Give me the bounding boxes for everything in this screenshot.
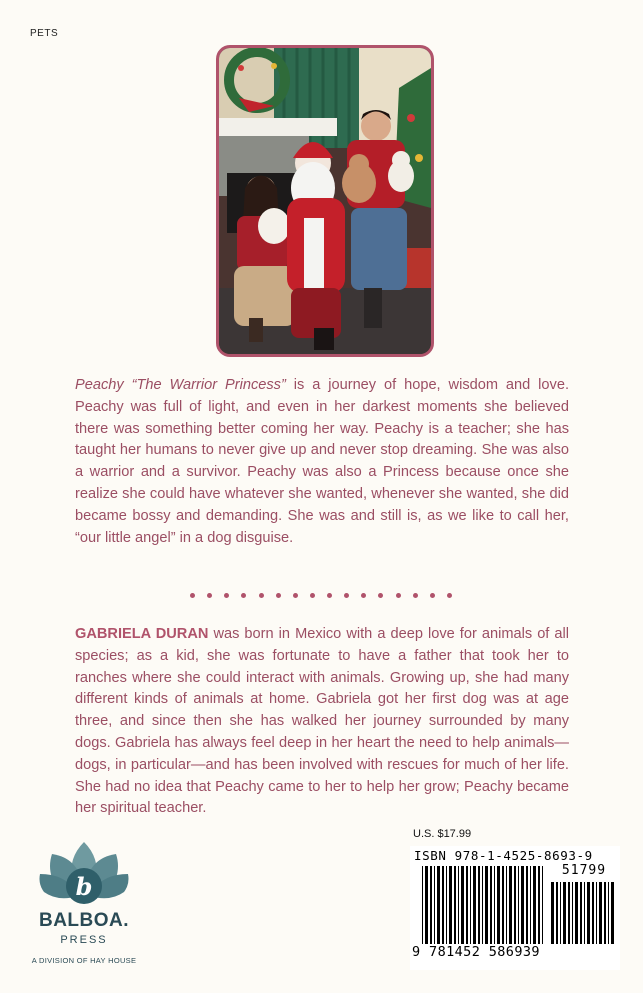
barcode-bar — [587, 882, 590, 944]
dotted-separator — [190, 590, 452, 600]
barcode-bar — [542, 866, 543, 944]
barcode-bar — [592, 882, 594, 944]
barcode-bar — [514, 866, 516, 944]
separator-dot — [190, 593, 195, 598]
barcode-bar — [608, 882, 609, 944]
ean-number: 9 781452 586939 — [412, 944, 540, 960]
barcode-bar — [560, 882, 561, 944]
barcode-bar — [494, 866, 495, 944]
logo-letter: b — [75, 872, 93, 901]
barcode-bar — [458, 866, 459, 944]
isbn-text: ISBN 978-1-4525-8693-9 — [414, 848, 593, 863]
barcode-bar — [461, 866, 464, 944]
barcode-bar — [473, 866, 476, 944]
category-label: PETS — [30, 28, 59, 39]
separator-dot — [396, 593, 401, 598]
separator-dot — [310, 593, 315, 598]
barcode-bar — [466, 866, 468, 944]
author-bio-text: was born in Mexico with a deep love for animals of all species; as a kid, she was fortunate to have a father that took her to ranches where she could interact with animals. Growing up, she had many different kinds of animals at home. Gabriela got her first dog was at age three, and since then she has walked her journey surrounded by many dogs. Gabriela has always feel deep in her heart the need to help animals—dogs, in particular—and has been involved with rescues for much of her life. She had no idea that Peachy came to her to help her grow; Peachy became her spiritual teacher. — [75, 626, 570, 817]
barcode-bar — [556, 882, 558, 944]
author-bio — [75, 624, 569, 820]
separator-dot — [259, 593, 264, 598]
author-name: GABRIELA DURAN — [75, 626, 209, 642]
barcode — [410, 846, 620, 970]
separator-dot — [224, 593, 229, 598]
barcode-bar — [563, 882, 566, 944]
barcode-bar — [434, 866, 435, 944]
addon-number: 51799 — [561, 863, 607, 878]
barcode-bar — [482, 866, 483, 944]
barcode-bar — [485, 866, 488, 944]
barcode-bar — [478, 866, 480, 944]
barcode-bar — [490, 866, 492, 944]
book-description-text: is a journey of hope, wisdom and love. Peachy was full of light, and even in her darkest moments she believed there was something better coming her way. Peachy is a teacher; she has taught her humans to never give up and never stop dreaming. She was also a warrior and a survivor. Peachy was also a Princess because once she realize she could have whatever she wanted, whenever she wanted, she did became bossy and demanding. She was and still is, as we like to call her, “our little angel” in a dog disguise. — [75, 377, 570, 546]
barcode-bar — [526, 866, 528, 944]
price-label: U.S. $17.99 — [413, 828, 472, 840]
ean-barcode-bars — [422, 866, 544, 944]
barcode-bar — [446, 866, 447, 944]
barcode-bar — [604, 882, 606, 944]
separator-dot — [378, 593, 383, 598]
separator-dot — [361, 593, 366, 598]
barcode-bar — [449, 866, 452, 944]
barcode-bar — [454, 866, 456, 944]
barcode-bar — [580, 882, 582, 944]
barcode-bar — [538, 866, 540, 944]
barcode-bar — [551, 882, 554, 944]
barcode-bar — [596, 882, 597, 944]
barcode-bar — [518, 866, 519, 944]
barcode-bar — [430, 866, 432, 944]
separator-dot — [276, 593, 281, 598]
book-title-italic: Peachy “The Warrior Princess” — [75, 377, 286, 393]
barcode-bar — [437, 866, 440, 944]
barcode-bar — [442, 866, 444, 944]
barcode-bar — [572, 882, 573, 944]
barcode-bar — [533, 866, 536, 944]
barcode-bar — [611, 882, 614, 944]
barcode-bar — [509, 866, 512, 944]
separator-dot — [207, 593, 212, 598]
barcode-bar — [506, 866, 507, 944]
barcode-bar — [568, 882, 570, 944]
barcode-bar — [470, 866, 471, 944]
barcode-bar — [599, 882, 602, 944]
separator-dot — [413, 593, 418, 598]
barcode-bar — [425, 866, 428, 944]
lotus-icon — [38, 840, 130, 912]
separator-dot — [447, 593, 452, 598]
barcode-bar — [575, 882, 578, 944]
addon-barcode-bars — [551, 882, 617, 944]
publisher-logo — [28, 840, 140, 970]
separator-dot — [430, 593, 435, 598]
separator-dot — [344, 593, 349, 598]
barcode-bar — [530, 866, 531, 944]
separator-dot — [327, 593, 332, 598]
book-description — [75, 375, 569, 549]
barcode-bar — [584, 882, 585, 944]
cover-photo — [216, 45, 434, 357]
publisher-imprint: PRESS — [60, 934, 108, 946]
barcode-bar — [497, 866, 500, 944]
barcode-bar — [502, 866, 504, 944]
publisher-name: BALBOA. — [38, 910, 130, 931]
barcode-bar — [422, 866, 423, 944]
publisher-division: A DIVISION OF HAY HOUSE — [31, 956, 137, 965]
separator-dot — [241, 593, 246, 598]
separator-dot — [293, 593, 298, 598]
barcode-bar — [521, 866, 524, 944]
